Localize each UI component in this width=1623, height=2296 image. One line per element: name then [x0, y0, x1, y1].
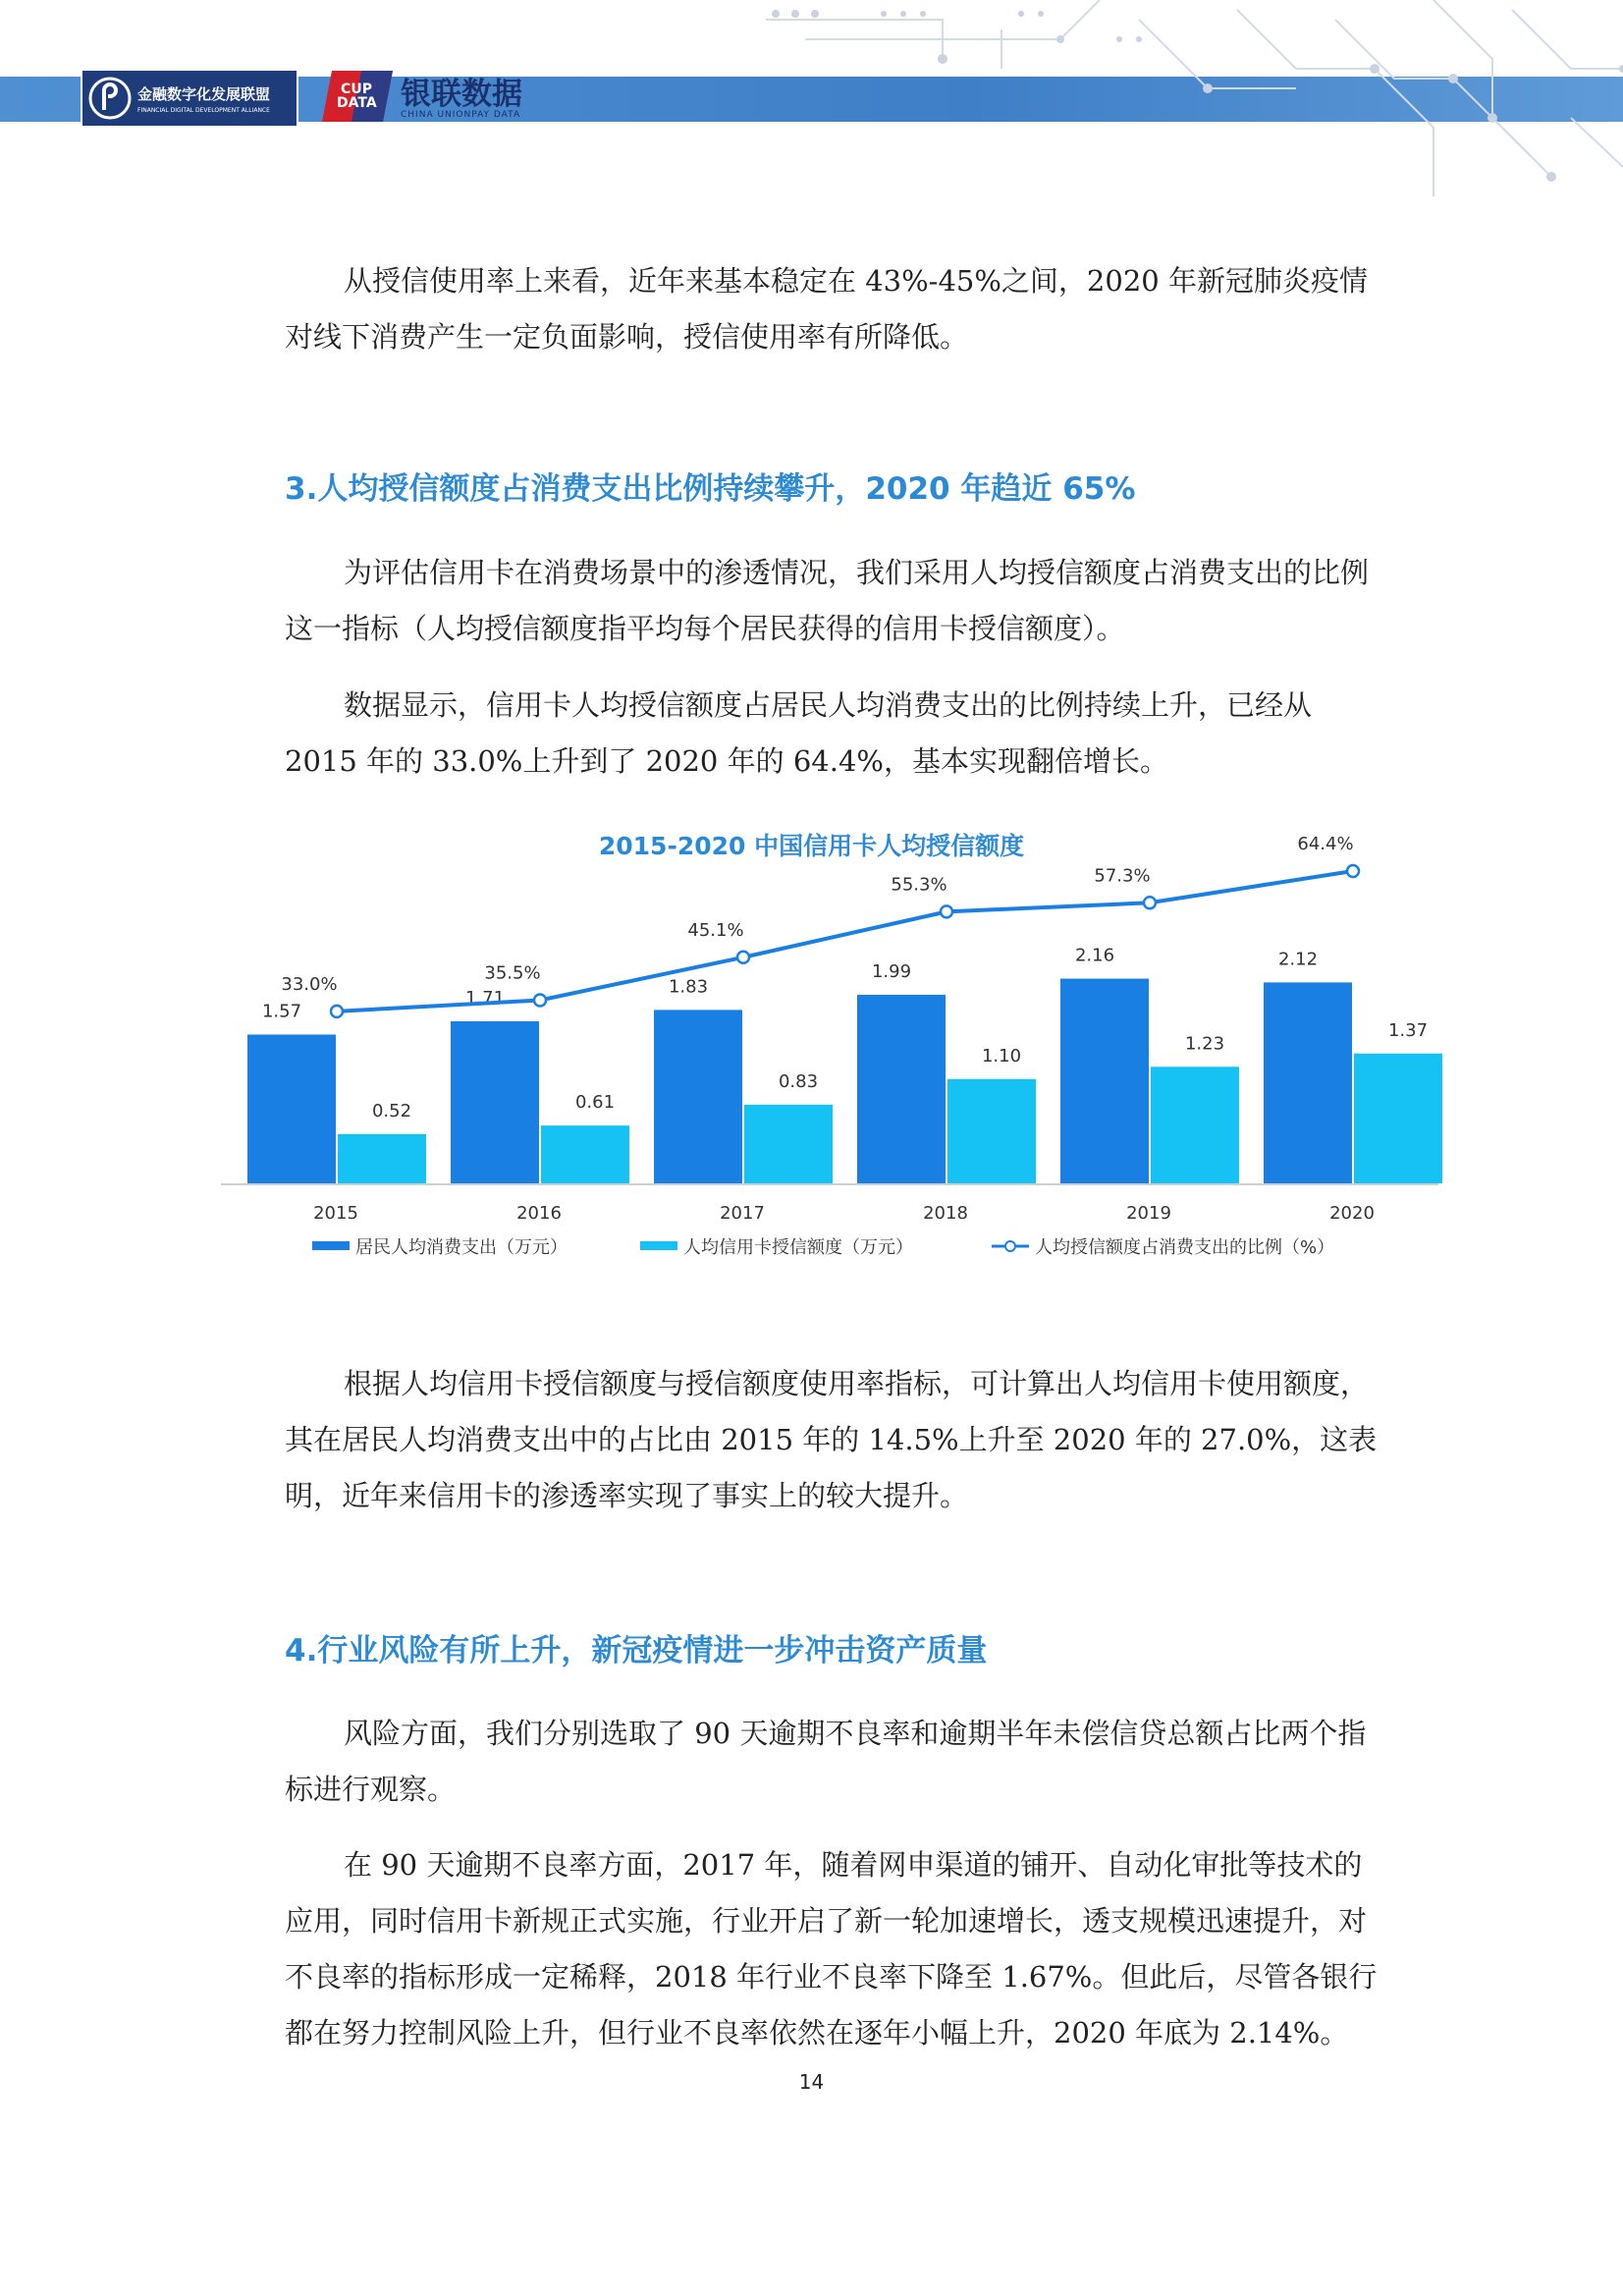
tick-label-2019: 2019 [1126, 1203, 1171, 1224]
legend-swatch-credit [640, 1241, 677, 1250]
legend-swatch-consumption [312, 1241, 350, 1250]
ratio-label-2015: 33.0% [281, 973, 338, 995]
paragraph-credit-usage: 从授信使用率上来看，近年来基本稳定在 43%-45%之间，2020 年新冠肺炎疫情对线下消费产生一定负面影响，授信使用率有所降低。 [285, 264, 1368, 354]
paragraph-data-shows: 数据显示，信用卡人均授信额度占居民人均消费支出的比例持续上升，已经从 2015 年的 33.0%上升到了 2020 年的 64.4%，基本实现翻倍增长。 [285, 688, 1313, 778]
bar-credit-2018 [947, 1079, 1036, 1183]
bar-consumption-2016 [451, 1021, 539, 1183]
unionpay-data-english: CHINA UNIONPAY DATA [401, 110, 521, 120]
label-credit-2018: 1.10 [981, 1045, 1022, 1066]
legend-swatch-ratio-point [1005, 1241, 1015, 1251]
label-consumption-2016: 1.71 [464, 987, 506, 1009]
paragraph-risk-indicators: 风险方面，我们分别选取了 90 天逾期不良率和逾期半年未偿信贷总额占比两个指标进行观察。 [285, 1717, 1367, 1806]
bar-consumption-2019 [1060, 979, 1149, 1183]
alliance-logo [81, 69, 298, 128]
bar-consumption-2017 [654, 1010, 742, 1183]
tick-label-2020: 2020 [1329, 1203, 1375, 1224]
ratio-label-2016: 35.5% [484, 962, 541, 984]
label-credit-2017: 0.83 [778, 1070, 819, 1092]
legend-label-consumption: 居民人均消费支出（万元） [355, 1237, 568, 1258]
ratio-point-2015 [331, 1006, 343, 1017]
ratio-point-2017 [737, 952, 749, 963]
legend-label-ratio: 人均授信额度占消费支出的比例（%） [1035, 1237, 1335, 1258]
bar-credit-2019 [1151, 1066, 1239, 1183]
ratio-label-2019: 57.3% [1094, 865, 1151, 887]
label-consumption-2019: 2.16 [1074, 945, 1115, 966]
label-credit-2015: 0.52 [371, 1100, 412, 1121]
bar-consumption-2015 [247, 1034, 336, 1183]
bar-credit-2017 [744, 1105, 833, 1183]
circuit-pattern-decoration [746, 0, 1623, 196]
tick-label-2018: 2018 [923, 1203, 968, 1224]
label-consumption-2015: 1.57 [261, 1001, 302, 1022]
bar-consumption-2018 [857, 995, 946, 1183]
bar-credit-2015 [338, 1134, 426, 1183]
label-credit-2020: 1.37 [1387, 1019, 1429, 1041]
label-consumption-2017: 1.83 [668, 976, 709, 998]
chart-title: 2015-2020 中国信用卡人均授信额度 [598, 832, 1025, 860]
ratio-label-2020: 64.4% [1297, 833, 1354, 854]
ratio-point-2018 [941, 905, 952, 917]
legend-label-credit: 人均信用卡授信额度（万元） [683, 1237, 913, 1258]
cup-data-mark: CUP DATA [337, 82, 377, 111]
label-credit-2016: 0.61 [574, 1092, 616, 1114]
tick-label-2017: 2017 [720, 1203, 765, 1224]
ratio-label-2018: 55.3% [891, 874, 947, 896]
alliance-logo-english: FINANCIAL DIGITAL DEVELOPMENT ALLIANCE [137, 106, 270, 114]
unionpay-data-name: 银联数据 [401, 77, 522, 112]
section-heading-4: 4.行业风险有所上升，新冠疫情进一步冲击资产质量 [285, 1633, 988, 1668]
ratio-label-2017: 45.1% [687, 919, 744, 941]
alliance-logo-icon [88, 77, 132, 120]
ratio-point-2016 [534, 994, 546, 1006]
paragraph-usage-share: 根据人均信用卡授信额度与授信额度使用率指标，可计算出人均信用卡使用额度，其在居民人均消费支出中的占比由 2015 年的 14.5%上升至 2020 年的 27.0%，这表明，近年来信用卡的渗透率实现了事实上的较大提升。 [285, 1367, 1378, 1512]
label-consumption-2020: 2.12 [1277, 949, 1319, 970]
page-header [0, 0, 1623, 196]
label-credit-2019: 1.23 [1184, 1033, 1225, 1055]
ratio-point-2020 [1347, 865, 1359, 877]
paragraph-npl-ratio: 在 90 天逾期不良率方面，2017 年，随着网申渠道的铺开、自动化审批等技术的应用，同时信用卡新规正式实施，行业开启了新一轮加速增长，透支规模迅速提升，对不良率的指标形成一定稀释，2018 年行业不良率下降至 1.67%。但此后，尽管各银行都在努力控制风险上升，但行业不良率依然在逐年小幅上升，2020 年底为 2.14%。 [285, 1848, 1378, 2050]
alliance-logo-name: 金融数字化发展联盟 [137, 84, 271, 103]
bar-credit-2020 [1354, 1054, 1442, 1183]
paragraph-indicator-definition: 为评估信用卡在消费场景中的渗透情况，我们采用人均授信额度占消费支出的比例这一指标（人均授信额度指平均每个居民获得的信用卡授信额度）。 [285, 556, 1370, 645]
page-number: 14 [798, 2070, 825, 2094]
bar-credit-2016 [541, 1125, 629, 1183]
label-consumption-2018: 1.99 [871, 960, 912, 982]
tick-label-2015: 2015 [313, 1203, 358, 1224]
ratio-point-2019 [1144, 897, 1156, 908]
section-heading-3: 3.人均授信额度占消费支出比例持续攀升，2020 年趋近 65% [285, 471, 1136, 507]
tick-label-2016: 2016 [516, 1203, 562, 1224]
bar-consumption-2020 [1264, 982, 1352, 1183]
